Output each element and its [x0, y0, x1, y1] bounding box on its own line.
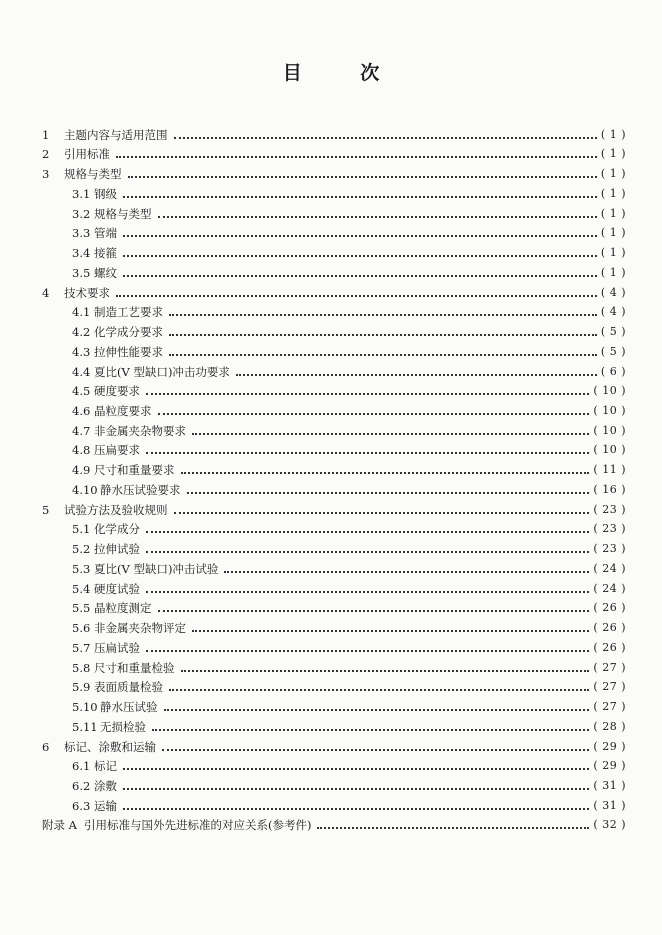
toc-entry[interactable] — [42, 201, 626, 221]
toc-entry-label: 技术要求 — [64, 285, 110, 300]
toc-entry-page: ( 10 ) — [593, 384, 626, 398]
toc-entry[interactable] — [42, 339, 626, 359]
toc-entry-page: ( 16 ) — [593, 482, 626, 496]
toc-entry[interactable] — [42, 161, 626, 181]
toc-entry[interactable] — [42, 655, 626, 675]
toc-entry-label: 引用标准与国外先进标准的对应关系(参考件) — [84, 818, 312, 833]
dot-leader — [123, 807, 589, 810]
toc-entry-number: 6 — [42, 739, 50, 754]
toc-entry[interactable] — [42, 181, 626, 201]
toc-entry-page: ( 26 ) — [593, 601, 626, 615]
dot-leader — [146, 550, 589, 553]
dot-leader — [146, 649, 589, 652]
toc-entry-page: ( 23 ) — [593, 542, 626, 556]
toc-entry-label: 化学成分 — [94, 522, 140, 537]
toc-entry[interactable] — [42, 734, 626, 754]
toc-entry-number: 5.1 — [72, 522, 91, 537]
toc-entry-page: ( 10 ) — [593, 443, 626, 457]
dot-leader — [116, 155, 597, 158]
table-of-contents — [42, 122, 626, 832]
toc-entry-page: ( 27 ) — [593, 660, 626, 674]
toc-entry[interactable] — [42, 576, 626, 596]
toc-entry-number: 4.9 — [72, 463, 91, 478]
dot-leader — [146, 530, 589, 533]
toc-entry-label: 静水压试验 — [100, 700, 158, 715]
toc-entry-label: 晶粒度要求 — [94, 404, 152, 419]
toc-entry-number: 4.4 — [72, 364, 91, 379]
toc-entry-page: ( 23 ) — [593, 522, 626, 536]
toc-entry-label: 夏比(V 型缺口)冲击功要求 — [94, 364, 230, 379]
toc-entry[interactable] — [42, 714, 626, 734]
toc-entry-number: 5.4 — [72, 581, 91, 596]
dot-leader — [164, 708, 590, 711]
dot-leader — [187, 491, 590, 494]
toc-entry-page: ( 6 ) — [600, 364, 626, 378]
toc-entry-number: 5.10 — [72, 700, 98, 715]
toc-entry-number: 5.9 — [72, 680, 91, 695]
toc-entry-label: 压扁试验 — [94, 640, 140, 655]
toc-entry-number: 6.3 — [72, 798, 91, 813]
toc-entry-page: ( 5 ) — [600, 344, 626, 358]
toc-entry-page: ( 27 ) — [593, 680, 626, 694]
toc-entry-label: 运输 — [94, 798, 117, 813]
toc-entry-number: 5 — [42, 502, 50, 517]
toc-entry-label: 化学成分要求 — [94, 325, 163, 340]
toc-entry-label: 尺寸和重量要求 — [94, 463, 175, 478]
toc-entry[interactable] — [42, 221, 626, 241]
dot-leader — [174, 511, 590, 514]
toc-entry-label: 制造工艺要求 — [94, 305, 163, 320]
toc-entry[interactable] — [42, 438, 626, 458]
toc-entry-page: ( 1 ) — [600, 226, 626, 240]
toc-entry-label: 管端 — [94, 226, 117, 241]
toc-entry-number: 5.8 — [72, 660, 91, 675]
toc-entry[interactable] — [42, 359, 626, 379]
toc-entry-label: 标记 — [94, 759, 117, 774]
dot-leader — [158, 412, 590, 415]
toc-entry-page: ( 29 ) — [593, 759, 626, 773]
toc-entry-page: ( 1 ) — [600, 186, 626, 200]
toc-entry[interactable] — [42, 240, 626, 260]
toc-entry-number: 5.2 — [72, 542, 91, 557]
dot-leader — [123, 195, 597, 198]
toc-entry[interactable] — [42, 477, 626, 497]
dot-leader — [169, 688, 589, 691]
toc-entry-number: 2 — [42, 147, 50, 162]
toc-entry-label: 拉伸性能要求 — [94, 344, 163, 359]
toc-entry-label: 规格与类型 — [64, 167, 122, 182]
toc-entry[interactable] — [42, 379, 626, 399]
toc-entry[interactable] — [42, 536, 626, 556]
toc-entry[interactable] — [42, 300, 626, 320]
toc-entry-number: 4.8 — [72, 443, 91, 458]
dot-leader — [192, 432, 589, 435]
toc-entry-number: 4.1 — [72, 305, 91, 320]
toc-entry-page: ( 28 ) — [593, 719, 626, 733]
dot-leader — [158, 215, 597, 218]
dot-leader — [192, 629, 589, 632]
dot-leader — [236, 373, 597, 376]
toc-entry[interactable] — [42, 793, 626, 813]
toc-entry-number: 5.5 — [72, 601, 91, 616]
dot-leader — [174, 136, 597, 139]
toc-entry-label: 螺纹 — [94, 265, 117, 280]
toc-entry-page: ( 31 ) — [593, 778, 626, 792]
toc-entry-page: ( 26 ) — [593, 640, 626, 654]
toc-entry-number: 4.6 — [72, 404, 91, 419]
toc-entry[interactable] — [42, 773, 626, 793]
toc-entry-label: 无损检验 — [100, 719, 146, 734]
toc-entry-number: 5.3 — [72, 561, 91, 576]
toc-entry[interactable] — [42, 319, 626, 339]
toc-entry-label: 钢级 — [94, 186, 117, 201]
toc-entry-page: ( 1 ) — [600, 147, 626, 161]
toc-entry-number: 附录 A — [42, 818, 77, 833]
dot-leader — [317, 826, 589, 829]
toc-entry-page: ( 23 ) — [593, 502, 626, 516]
dot-leader — [181, 669, 590, 672]
dot-leader — [123, 254, 597, 257]
toc-entry-number: 4.10 — [72, 482, 98, 497]
toc-entry-label: 夏比(V 型缺口)冲击试验 — [94, 561, 219, 576]
toc-entry-page: ( 1 ) — [600, 127, 626, 141]
toc-entry-label: 接箍 — [94, 246, 117, 261]
dot-leader — [146, 451, 589, 454]
toc-entry-page: ( 4 ) — [600, 285, 626, 299]
dot-leader — [169, 313, 597, 316]
dot-leader — [169, 353, 597, 356]
toc-entry-number: 4.7 — [72, 423, 91, 438]
toc-entry[interactable] — [42, 280, 626, 300]
toc-entry-label: 试验方法及验收规则 — [64, 502, 168, 517]
toc-entry[interactable] — [42, 398, 626, 418]
toc-entry[interactable] — [42, 754, 626, 774]
toc-entry-number: 3.4 — [72, 246, 91, 261]
toc-entry[interactable] — [42, 418, 626, 438]
toc-entry-number: 4 — [42, 285, 50, 300]
toc-entry-page: ( 10 ) — [593, 404, 626, 418]
toc-entry-page: ( 24 ) — [593, 581, 626, 595]
toc-entry-page: ( 26 ) — [593, 621, 626, 635]
toc-entry-number: 5.11 — [72, 719, 98, 734]
toc-entry-number: 1 — [42, 127, 50, 142]
toc-entry-page: ( 10 ) — [593, 423, 626, 437]
toc-entry-page: ( 11 ) — [593, 463, 626, 477]
toc-entry-number: 3.1 — [72, 186, 91, 201]
toc-entry[interactable] — [42, 497, 626, 517]
dot-leader — [116, 294, 597, 297]
toc-entry-page: ( 29 ) — [593, 739, 626, 753]
toc-entry[interactable] — [42, 596, 626, 616]
toc-entry[interactable] — [42, 635, 626, 655]
toc-entry-number: 3.5 — [72, 265, 91, 280]
toc-entry-label: 尺寸和重量检验 — [94, 660, 175, 675]
dot-leader — [123, 234, 597, 237]
toc-entry-label: 非金属夹杂物评定 — [94, 621, 186, 636]
toc-entry-page: ( 5 ) — [600, 325, 626, 339]
toc-entry-label: 晶粒度测定 — [94, 601, 152, 616]
dot-leader — [123, 274, 597, 277]
toc-entry-page: ( 1 ) — [600, 167, 626, 181]
toc-entry-number: 3.2 — [72, 206, 91, 221]
toc-entry[interactable] — [42, 517, 626, 537]
dot-leader — [162, 748, 589, 751]
dot-leader — [169, 333, 597, 336]
toc-entry-label: 标记、涂敷和运输 — [64, 739, 156, 754]
toc-entry[interactable] — [42, 122, 626, 142]
toc-entry-page: ( 32 ) — [593, 818, 626, 832]
toc-entry-label: 规格与类型 — [94, 206, 152, 221]
toc-entry-page: ( 1 ) — [600, 206, 626, 220]
toc-entry-number: 3 — [42, 167, 50, 182]
toc-entry-number: 6.1 — [72, 759, 91, 774]
toc-entry-number: 3.3 — [72, 226, 91, 241]
dot-leader — [146, 392, 589, 395]
toc-entry-page: ( 27 ) — [593, 700, 626, 714]
toc-entry-label: 涂敷 — [94, 778, 117, 793]
toc-entry[interactable] — [42, 615, 626, 635]
toc-entry-page: ( 24 ) — [593, 561, 626, 575]
toc-entry-number: 4.2 — [72, 325, 91, 340]
dot-leader — [224, 570, 589, 573]
toc-entry-page: ( 31 ) — [593, 798, 626, 812]
toc-entry-label: 硬度试验 — [94, 581, 140, 596]
toc-entry-label: 非金属夹杂物要求 — [94, 423, 186, 438]
toc-entry-label: 静水压试验要求 — [100, 482, 181, 497]
dot-leader — [152, 728, 589, 731]
toc-entry-label: 拉伸试验 — [94, 542, 140, 557]
dot-leader — [158, 609, 590, 612]
toc-appendix-entry[interactable] — [42, 813, 626, 833]
toc-entry[interactable] — [42, 142, 626, 162]
toc-entry-label: 压扁要求 — [94, 443, 140, 458]
dot-leader — [123, 767, 589, 770]
toc-entry-number: 4.5 — [72, 384, 91, 399]
toc-entry-label: 主题内容与适用范围 — [64, 127, 168, 142]
toc-entry-number: 5.7 — [72, 640, 91, 655]
toc-entry-number: 6.2 — [72, 778, 91, 793]
dot-leader — [128, 175, 597, 178]
toc-entry[interactable] — [42, 694, 626, 714]
dot-leader — [181, 471, 590, 474]
toc-entry-label: 硬度要求 — [94, 384, 140, 399]
toc-entry[interactable] — [42, 556, 626, 576]
toc-entry-page: ( 4 ) — [600, 305, 626, 319]
toc-entry-number: 5.6 — [72, 621, 91, 636]
dot-leader — [146, 590, 589, 593]
toc-entry-number: 4.3 — [72, 344, 91, 359]
dot-leader — [123, 787, 589, 790]
toc-entry[interactable] — [42, 260, 626, 280]
toc-entry-label: 表面质量检验 — [94, 680, 163, 695]
toc-entry-label: 引用标准 — [64, 147, 110, 162]
toc-entry-page: ( 1 ) — [600, 265, 626, 279]
toc-entry[interactable] — [42, 675, 626, 695]
toc-entry[interactable] — [42, 457, 626, 477]
page-title: 目 次 — [282, 62, 406, 84]
toc-entry-page: ( 1 ) — [600, 246, 626, 260]
